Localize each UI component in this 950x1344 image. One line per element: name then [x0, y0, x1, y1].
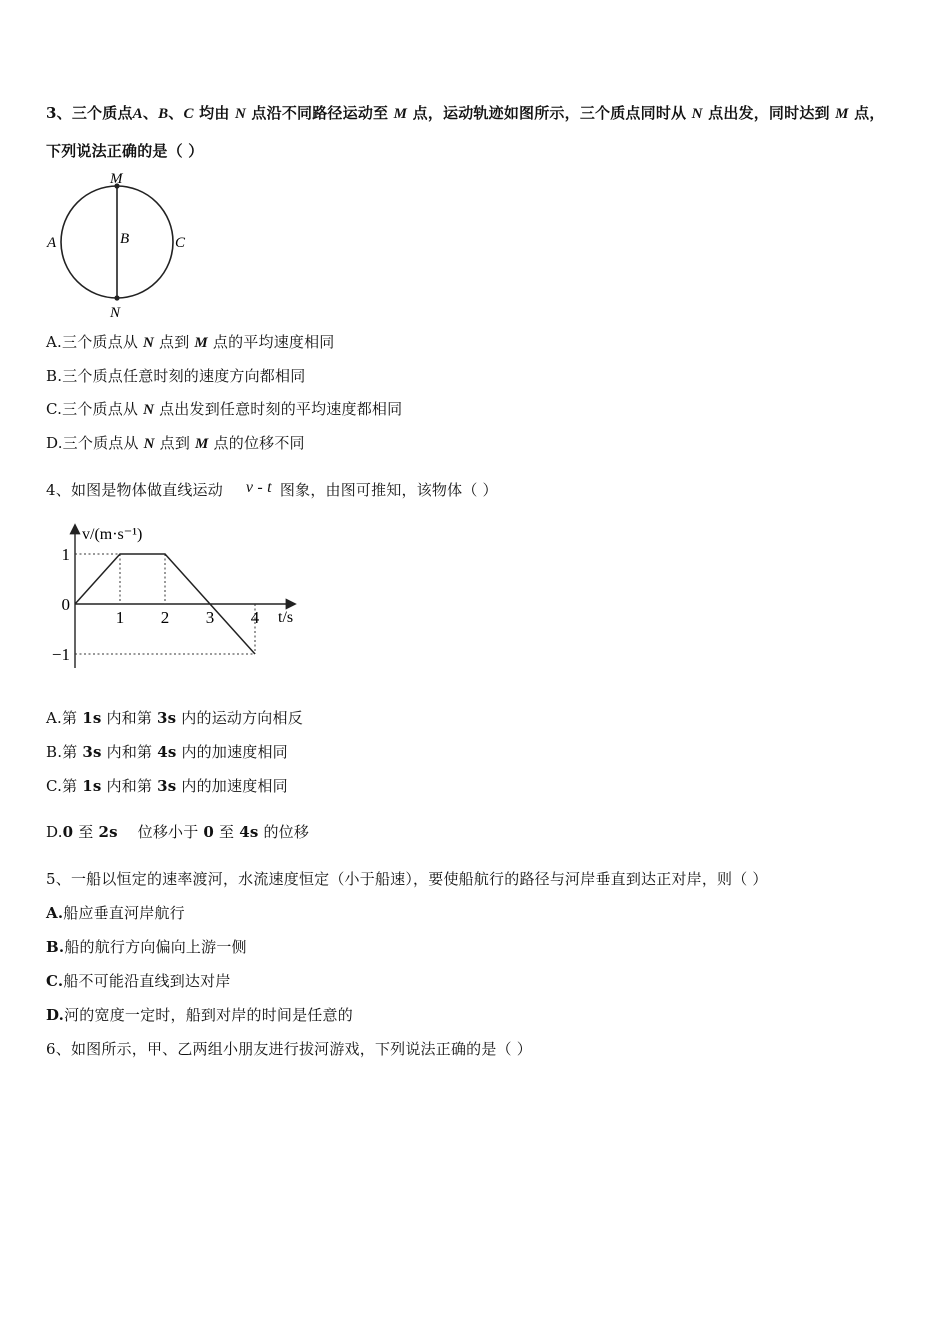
y-tick-label-1: 0	[61, 595, 70, 614]
q4-option-a[interactable]	[46, 707, 303, 728]
option-value: 1s	[82, 777, 102, 795]
option-value: 1s	[82, 709, 102, 727]
option-letter: A.	[46, 709, 63, 727]
q6-stem: 6、如图所示，甲、乙两组小朋友进行拔河游戏，下列说法正确的是（ ）	[46, 1040, 532, 1058]
option-value: 0	[62, 823, 74, 841]
var-n: N	[142, 335, 155, 351]
option-letter: D.	[46, 823, 63, 841]
var-n: N	[691, 106, 703, 122]
q3-text: 3、三个质点	[46, 104, 133, 122]
y-tick-label-2: −1	[51, 645, 70, 664]
q5-option-a[interactable]	[46, 902, 185, 923]
var-m: M	[195, 436, 209, 452]
q3-trajectory-figure	[44, 166, 194, 326]
option-text: 三个质点从	[62, 400, 144, 418]
option-text: 的位移	[258, 823, 310, 841]
option-letter: D.	[46, 434, 63, 452]
option-text: 点出发到任意时刻的平均速度都相同	[154, 400, 403, 418]
option-value: 2s	[98, 823, 118, 841]
option-text: 点的平均速度相同	[207, 333, 335, 351]
option-letter: C.	[46, 972, 64, 990]
option-value: 3s	[157, 709, 177, 727]
q3-stem-line2: 下列说法正确的是（ ）	[46, 142, 204, 160]
q3-stem-line1	[46, 102, 885, 123]
option-letter: D.	[46, 1006, 65, 1024]
option-text: 内的加速度相同	[176, 743, 288, 761]
option-value: 4s	[157, 743, 177, 761]
option-text: 点的位移不同	[208, 434, 305, 452]
var-b: B	[158, 106, 169, 122]
option-text: 船的航行方向偏向上游一侧	[64, 938, 247, 956]
option-text: 内的运动方向相反	[176, 709, 303, 727]
option-text: 船不可能沿直线到达对岸	[63, 972, 231, 990]
q5-option-c[interactable]	[46, 970, 231, 991]
label-a: A	[47, 235, 57, 251]
option-value: 4s	[239, 823, 259, 841]
option-text: 位移小于	[117, 823, 204, 841]
label-n: N	[110, 305, 121, 321]
option-value: 3s	[82, 743, 102, 761]
y-tick-label-0: 1	[61, 545, 70, 564]
q4-option-d[interactable]	[46, 821, 309, 842]
q4-formula: v - t	[245, 479, 272, 496]
q3-option-c[interactable]	[46, 398, 402, 419]
option-text: 第	[62, 743, 83, 761]
var-n: N	[234, 106, 246, 122]
label-m: M	[110, 171, 123, 187]
option-text: 内和第	[101, 743, 158, 761]
option-value: 0	[203, 823, 215, 841]
option-text: 船应垂直河岸航行	[63, 904, 185, 922]
option-text: 第	[62, 777, 83, 795]
y-axis-label: v/(m·s⁻¹)	[82, 526, 143, 543]
q4-option-b[interactable]	[46, 741, 288, 762]
option-letter: B.	[46, 743, 63, 761]
option-text: 至	[214, 823, 240, 841]
q3-text: 均由	[193, 104, 235, 122]
q3-text: 点，	[848, 104, 885, 122]
x-tick-label-2: 2	[160, 608, 170, 627]
var-m: M	[194, 335, 208, 351]
label-b: B	[120, 231, 130, 247]
var-a: A	[132, 106, 143, 122]
x-tick-label-1: 1	[115, 608, 125, 627]
option-letter: C.	[46, 777, 63, 795]
q4-vt-chart	[46, 518, 306, 682]
var-n: N	[143, 402, 155, 418]
option-letter: C.	[46, 400, 63, 418]
var-n: N	[143, 436, 155, 452]
q3-option-d[interactable]	[46, 432, 305, 453]
q4-text: 图象，由图可推知，该物体（ ）	[279, 481, 498, 499]
q4-text: 4、如图是物体做直线运动	[46, 481, 223, 499]
option-text: 三个质点从	[62, 333, 143, 351]
option-letter: B.	[46, 938, 65, 956]
q3-text: 点出发，同时达到	[702, 104, 836, 122]
q5-stem: 5、一船以恒定的速率渡河，水流速度恒定（小于船速），要使船航行的路径与河岸垂直到达正对岸，则（ ）	[46, 870, 768, 888]
option-text: 内和第	[101, 709, 158, 727]
q3-text: 、	[168, 104, 184, 122]
q3-option-a[interactable]	[46, 331, 335, 352]
var-m: M	[835, 106, 849, 122]
var-c: C	[183, 106, 194, 122]
q3-text: 、	[142, 104, 159, 122]
option-letter: A.	[46, 333, 63, 351]
option-text: 第	[62, 709, 83, 727]
q3-option-b[interactable]	[46, 365, 305, 386]
option-text: 内和第	[101, 777, 158, 795]
q4-stem	[46, 479, 498, 500]
option-text: 至	[73, 823, 99, 841]
q4-option-c[interactable]	[46, 775, 288, 796]
option-letter: A.	[46, 904, 64, 922]
var-m: M	[393, 106, 408, 122]
q3-text: 点沿不同路径运动至	[246, 104, 394, 122]
q5-option-d[interactable]	[46, 1004, 353, 1025]
option-text: 点到	[154, 434, 196, 452]
option-text: 三个质点任意时刻的速度方向都相同	[62, 367, 306, 385]
label-c: C	[175, 235, 186, 251]
x-axis-label: t/s	[278, 609, 294, 626]
vt-chart-svg	[46, 518, 306, 678]
option-text: 点到	[154, 333, 195, 351]
option-text: 河的宽度一定时，船到对岸的时间是任意的	[64, 1006, 353, 1024]
x-tick-label-3: 3	[205, 608, 215, 627]
x-tick-label-4: 4	[250, 608, 260, 627]
option-letter: B.	[46, 367, 63, 385]
option-value: 3s	[157, 777, 177, 795]
option-text: 三个质点从	[62, 434, 144, 452]
point-n	[114, 295, 119, 300]
q5-option-b[interactable]	[46, 936, 247, 957]
q3-text: 点，运动轨迹如图所示，三个质点同时从	[407, 104, 692, 122]
option-text: 内的加速度相同	[176, 777, 288, 795]
